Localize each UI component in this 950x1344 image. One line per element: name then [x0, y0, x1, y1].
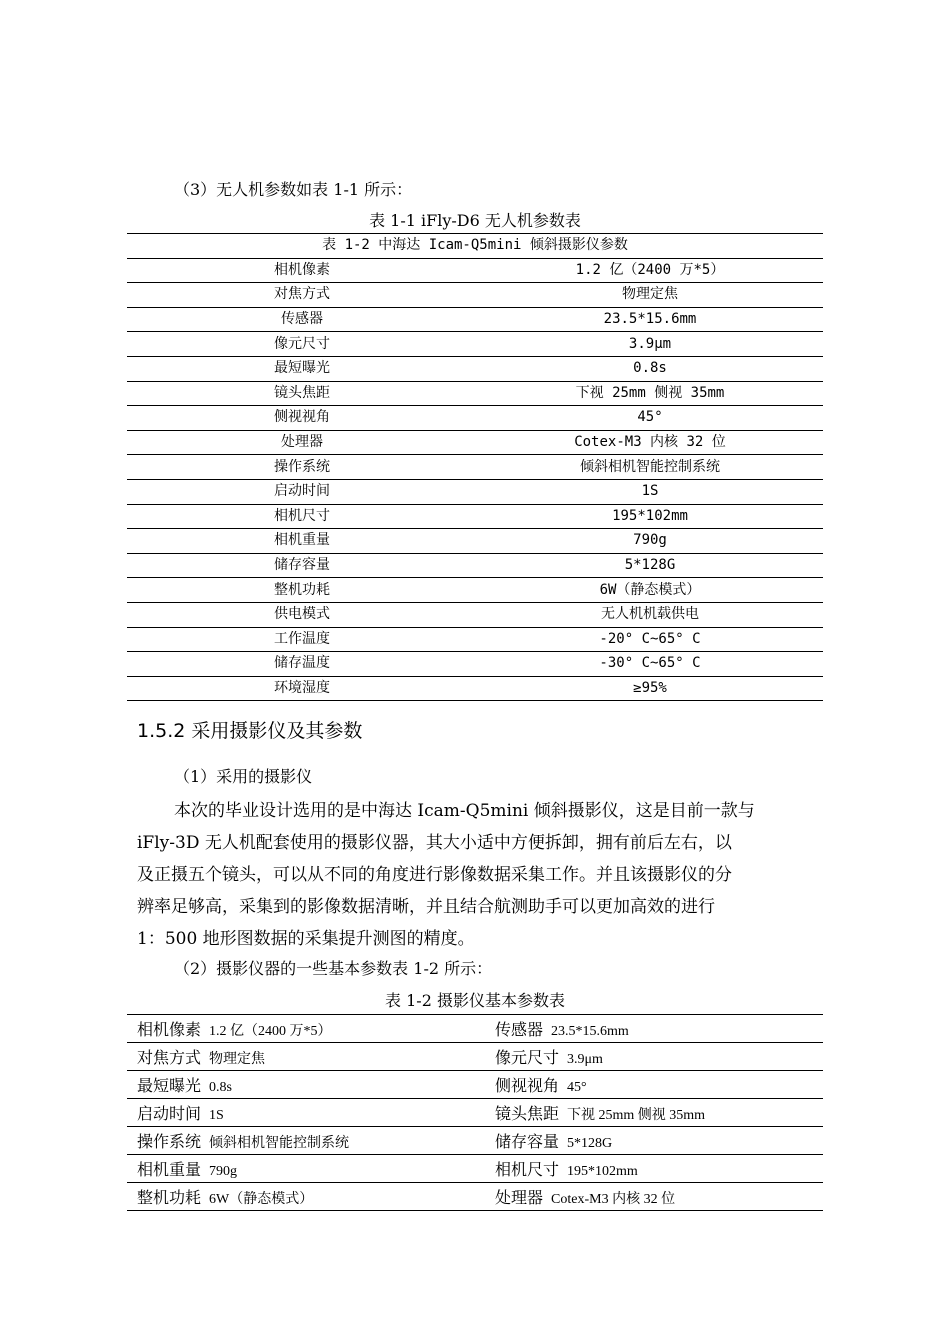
table2 [127, 1014, 823, 1211]
param-value: 5*128G [477, 553, 823, 578]
table-row [127, 676, 823, 701]
param-value: 1S [209, 1108, 224, 1123]
table-row [127, 1071, 823, 1099]
param-cell [485, 1183, 823, 1211]
param-value: 45° [477, 406, 823, 431]
param-label: 像元尺寸 [495, 1050, 560, 1067]
param-cell [127, 1183, 485, 1211]
param-label: 相机尺寸 [495, 1162, 560, 1179]
param-label: 环境湿度 [127, 676, 477, 701]
table-row [127, 381, 823, 406]
table-row [127, 602, 823, 627]
param-label: 工作温度 [127, 627, 477, 652]
param-value: 1.2 亿（2400 万*5） [477, 258, 823, 283]
table-row [127, 652, 823, 677]
param-value: ≥95% [477, 676, 823, 701]
param-value: -30° C~65° C [477, 652, 823, 677]
table-row [127, 258, 823, 283]
table-row [127, 1127, 823, 1155]
table1 [127, 233, 823, 701]
table-row [127, 578, 823, 603]
table-row [127, 1155, 823, 1183]
param-value: 0.8s [209, 1080, 232, 1095]
table-row [127, 529, 823, 554]
table-row [127, 553, 823, 578]
param-cell [127, 1155, 485, 1183]
param-value: 790g [477, 529, 823, 554]
table-row [127, 283, 823, 308]
table-row [127, 430, 823, 455]
param-label: 启动时间 [137, 1106, 202, 1123]
param-label: 相机尺寸 [127, 504, 477, 529]
param-value: 物理定焦 [477, 283, 823, 308]
param-cell [127, 1015, 485, 1043]
param-value: -20° C~65° C [477, 627, 823, 652]
param-cell [127, 1071, 485, 1099]
table-row [127, 1015, 823, 1043]
param-cell [485, 1127, 823, 1155]
table2-caption: 表 1-2 摄影仪基本参数表 [385, 991, 565, 1010]
param-label: 储存容量 [127, 553, 477, 578]
param-value: 倾斜相机智能控制系统 [477, 455, 823, 480]
subheading-1: （1）采用的摄影仪 [174, 767, 313, 786]
param-value: 5*128G [567, 1136, 613, 1151]
param-value: 45° [567, 1080, 587, 1095]
param-label: 处理器 [127, 430, 477, 455]
table-row [127, 332, 823, 357]
param-label: 处理器 [495, 1190, 544, 1207]
paragraph-line: iFly-3D 无人机配套使用的摄影仪器，其大小适中方便拆卸，拥有前后左右，以 [137, 833, 732, 853]
param-value: 195*102mm [477, 504, 823, 529]
param-value: 23.5*15.6mm [477, 307, 823, 332]
param-label: 对焦方式 [127, 283, 477, 308]
param-value: 3.9μm [567, 1052, 603, 1067]
param-label: 镜头焦距 [495, 1106, 560, 1123]
table1-caption: 表 1-1 iFly-D6 无人机参数表 [369, 211, 581, 230]
param-cell [485, 1155, 823, 1183]
param-value: 23.5*15.6mm [551, 1024, 629, 1039]
param-value: 无人机机载供电 [477, 602, 823, 627]
param-value: 物理定焦 [209, 1052, 266, 1067]
section-heading: 1.5.2 采用摄影仪及其参数 [137, 720, 363, 742]
param-value: 下视 25mm 侧视 35mm [567, 1108, 706, 1123]
intro-text: （3）无人机参数如表 1-1 所示： [174, 180, 413, 199]
table-row [127, 627, 823, 652]
param-label: 操作系统 [137, 1134, 202, 1151]
param-label: 镜头焦距 [127, 381, 477, 406]
table-row [127, 455, 823, 480]
param-value: 3.9μm [477, 332, 823, 357]
table-row [127, 1043, 823, 1071]
param-label: 相机像素 [127, 258, 477, 283]
param-value: 6W（静态模式） [477, 578, 823, 603]
table-row [127, 406, 823, 431]
table-row [127, 504, 823, 529]
param-value: 195*102mm [567, 1164, 638, 1179]
paragraph-line: 本次的毕业设计选用的是中海达 Icam-Q5mini 倾斜摄影仪，这是目前一款与 [174, 801, 755, 821]
param-label: 相机重量 [127, 529, 477, 554]
param-label: 传感器 [127, 307, 477, 332]
param-label: 整机功耗 [127, 578, 477, 603]
param-label: 像元尺寸 [127, 332, 477, 357]
param-value: Cotex-M3 内核 32 位 [477, 430, 823, 455]
param-cell [127, 1127, 485, 1155]
param-value: 1.2 亿（2400 万*5） [209, 1024, 332, 1039]
param-label: 最短曝光 [127, 356, 477, 381]
param-label: 相机重量 [137, 1162, 202, 1179]
param-label: 储存容量 [495, 1134, 560, 1151]
table-row [127, 356, 823, 381]
param-cell [485, 1043, 823, 1071]
param-label: 最短曝光 [137, 1078, 202, 1095]
param-cell [127, 1043, 485, 1071]
param-label: 侧视视角 [495, 1078, 560, 1095]
paragraph-line: 及正摄五个镜头，可以从不同的角度进行影像数据采集工作。并且该摄影仪的分 [137, 865, 732, 885]
table-row [127, 479, 823, 504]
param-label: 对焦方式 [137, 1050, 202, 1067]
param-label: 启动时间 [127, 479, 477, 504]
paragraph-line: 辨率足够高，采集到的影像数据清晰，并且结合航测助手可以更加高效的进行 [137, 897, 715, 917]
param-value: 倾斜相机智能控制系统 [209, 1136, 350, 1151]
param-value: 0.8s [477, 356, 823, 381]
param-cell [485, 1015, 823, 1043]
param-cell [485, 1099, 823, 1127]
param-value: 1S [477, 479, 823, 504]
param-cell [127, 1099, 485, 1127]
table-row [127, 1099, 823, 1127]
param-value: 790g [209, 1164, 238, 1179]
paragraph-line: 1：500 地形图数据的采集提升测图的精度。 [137, 929, 475, 949]
table-row [127, 307, 823, 332]
table1-header: 表 1-2 中海达 Icam-Q5mini 倾斜摄影仪参数 [127, 234, 823, 259]
param-label: 储存温度 [127, 652, 477, 677]
param-label: 相机像素 [137, 1022, 202, 1039]
param-label: 供电模式 [127, 602, 477, 627]
param-label: 传感器 [495, 1022, 544, 1039]
subheading-2: （2）摄影仪器的一些基本参数表 1-2 所示： [174, 959, 493, 978]
param-value: 下视 25mm 侧视 35mm [477, 381, 823, 406]
param-value: 6W（静态模式） [209, 1192, 314, 1207]
param-label: 整机功耗 [137, 1190, 202, 1207]
param-label: 操作系统 [127, 455, 477, 480]
table-row [127, 1183, 823, 1211]
param-label: 侧视视角 [127, 406, 477, 431]
param-value: Cotex-M3 内核 32 位 [551, 1192, 676, 1207]
param-cell [485, 1071, 823, 1099]
